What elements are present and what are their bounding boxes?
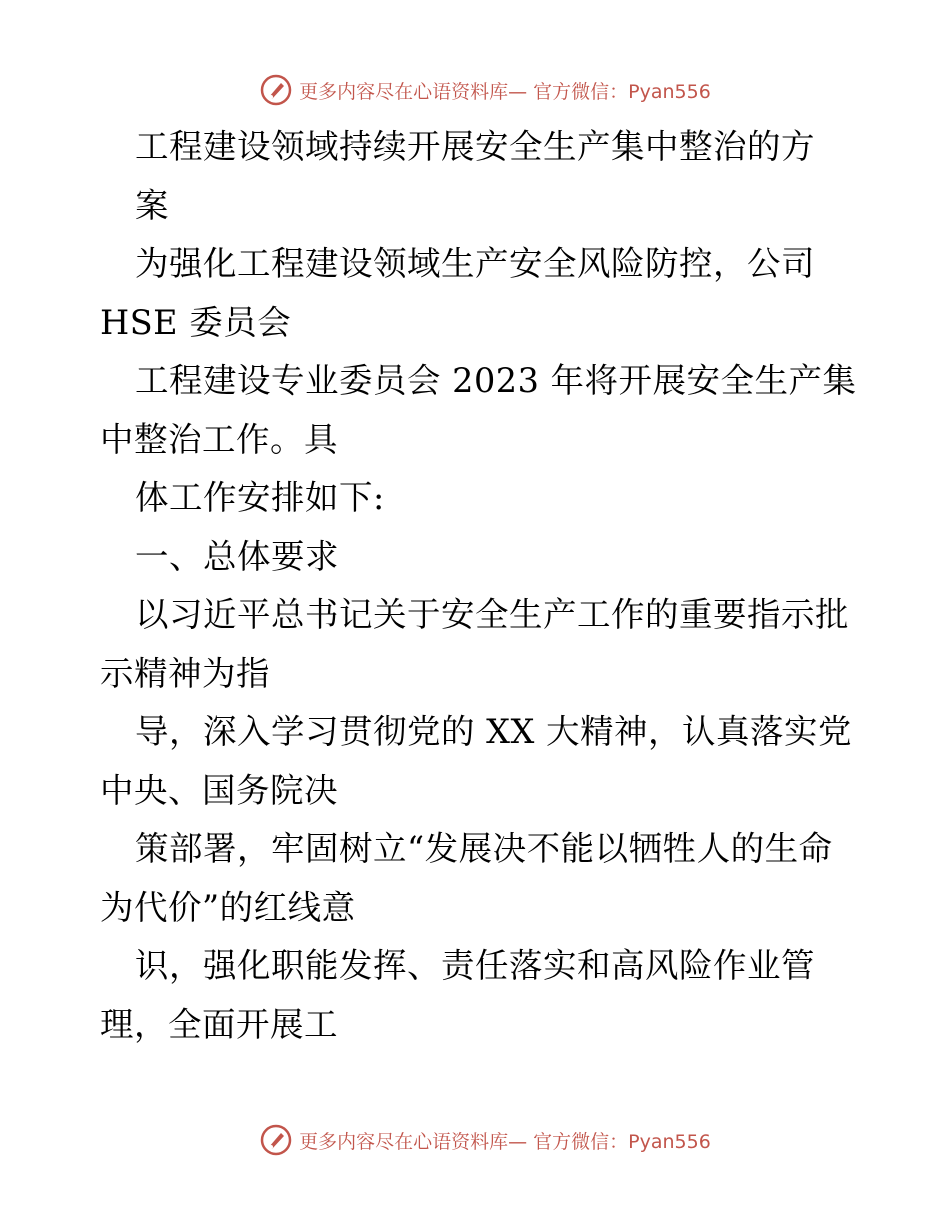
section-heading: 一、总体要求 (135, 536, 339, 576)
paragraph-line: 理，全面开展工 (100, 1004, 338, 1044)
paragraph-line: 中央、国务院决 (100, 770, 338, 810)
paragraph-line: HSE 委员会 (100, 302, 292, 342)
title-line-1: 工程建设领域持续开展安全生产集中整治的方 (135, 127, 815, 166)
paragraph-line: 以习近平总书记关于安全生产工作的重要指示批 (135, 595, 849, 634)
paragraph-line: 识，强化职能发挥、责任落实和高风险作业管 (135, 946, 815, 985)
header-banner (0, 70, 950, 110)
footer-banner-inner (259, 1123, 711, 1157)
paragraph-line: 体工作安排如下: (135, 478, 385, 517)
paragraph-line: 为强化工程建设领域生产安全风险防控，公司 (135, 244, 815, 283)
document-body (100, 118, 860, 1054)
paragraph-line: 为代价”的红线意 (100, 887, 356, 927)
pen-nib-logo-icon (259, 73, 293, 107)
paragraph-line: 策部署，牢固树立“发展决不能以牺牲人的生命 (135, 829, 833, 868)
pen-nib-logo-icon (259, 1123, 293, 1157)
paragraph-line: 中整治工作。具 (100, 419, 338, 459)
footer-banner-wechat: 官方微信：Pyan556 (533, 1130, 711, 1153)
header-banner-inner (259, 73, 711, 107)
footer-banner-text: 更多内容尽在心语资料库— (299, 1130, 528, 1153)
header-banner-wechat: 官方微信：Pyan556 (533, 80, 711, 103)
title-line-2: 案 (135, 185, 169, 225)
paragraph-line: 导，深入学习贯彻党的 XX 大精神，认真落实党 (135, 712, 852, 751)
header-banner-text: 更多内容尽在心语资料库— (299, 80, 528, 103)
footer-banner (0, 1120, 950, 1160)
paragraph-line: 示精神为指 (100, 653, 270, 693)
paragraph-line: 工程建设专业委员会 2023 年将开展安全生产集 (135, 361, 857, 400)
